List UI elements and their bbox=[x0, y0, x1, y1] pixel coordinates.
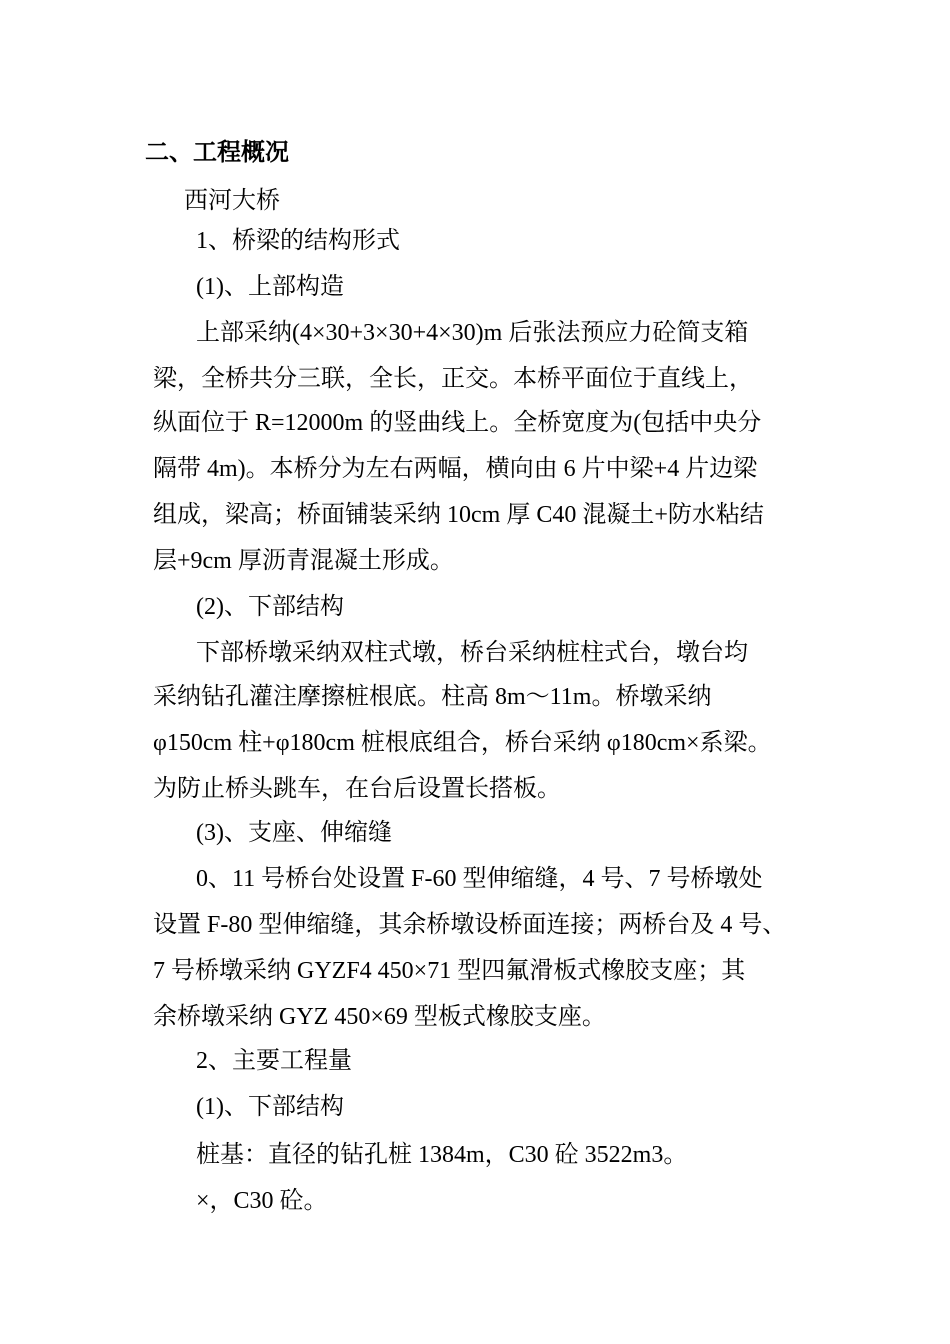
sub1-para-line: 纵面位于 R=12000m 的竖曲线上。全桥宽度为(包括中央分 bbox=[153, 410, 762, 436]
sub3-para-line: 余桥墩采纳 GYZ 450×69 型板式橡胶支座。 bbox=[153, 1004, 606, 1030]
sub2-para-line: 下部桥墩采纳双柱式墩，桥台采纳桩柱式台，墩台均 bbox=[196, 640, 748, 666]
pile-foundation-line: 桩基：直径的钻孔桩 1384m，C30 砼 3522m3。 bbox=[196, 1142, 688, 1168]
sub2-title: (2)、下部结构 bbox=[196, 594, 344, 620]
item2-title: 2、主要工程量 bbox=[196, 1048, 352, 1074]
item2-sub1-title: (1)、下部结构 bbox=[196, 1094, 344, 1120]
sub3-title: (3)、支座、伸缩缝 bbox=[196, 820, 392, 846]
sub1-title: (1)、上部构造 bbox=[196, 274, 344, 300]
sub1-para-line: 上部采纳(4×30+3×30+4×30)m 后张法预应力砼简支箱 bbox=[196, 320, 749, 346]
sub1-para-line: 组成，梁高；桥面铺装采纳 10cm 厚 C40 混凝土+防水粘结 bbox=[153, 502, 764, 528]
sub3-para-line: 设置 F-80 型伸缩缝，其余桥墩设桥面连接；两桥台及 4 号、 bbox=[153, 912, 787, 938]
item1-title: 1、桥梁的结构形式 bbox=[196, 228, 400, 254]
sub1-para-line: 层+9cm 厚沥青混凝土形成。 bbox=[153, 548, 454, 574]
sub2-para-line: 采纳钻孔灌注摩擦桩根底。柱高 8m～11m。桥墩采纳 bbox=[153, 684, 712, 710]
sub3-para-line: 7 号桥墩采纳 GYZF4 450×71 型四氟滑板式橡胶支座；其 bbox=[153, 958, 746, 984]
bridge-name: 西河大桥 bbox=[184, 188, 280, 214]
sub1-para-line: 梁，全桥共分三联，全长，正交。本桥平面位于直线上， bbox=[153, 366, 753, 392]
sub2-para-line: φ150cm 柱+φ180cm 桩根底组合，桥台采纳 φ180cm×系梁。 bbox=[153, 730, 772, 756]
sub2-para-line: 为防止桥头跳车，在台后设置长搭板。 bbox=[153, 776, 561, 802]
sub3-para-line: 0、11 号桥台处设置 F-60 型伸缩缝，4 号、7 号桥墩处 bbox=[196, 866, 763, 892]
concrete-line: ×，C30 砼。 bbox=[196, 1188, 328, 1214]
section-heading: 二、工程概况 bbox=[145, 140, 289, 166]
sub1-para-line: 隔带 4m)。本桥分为左右两幅，横向由 6 片中梁+4 片边梁 bbox=[153, 456, 758, 482]
